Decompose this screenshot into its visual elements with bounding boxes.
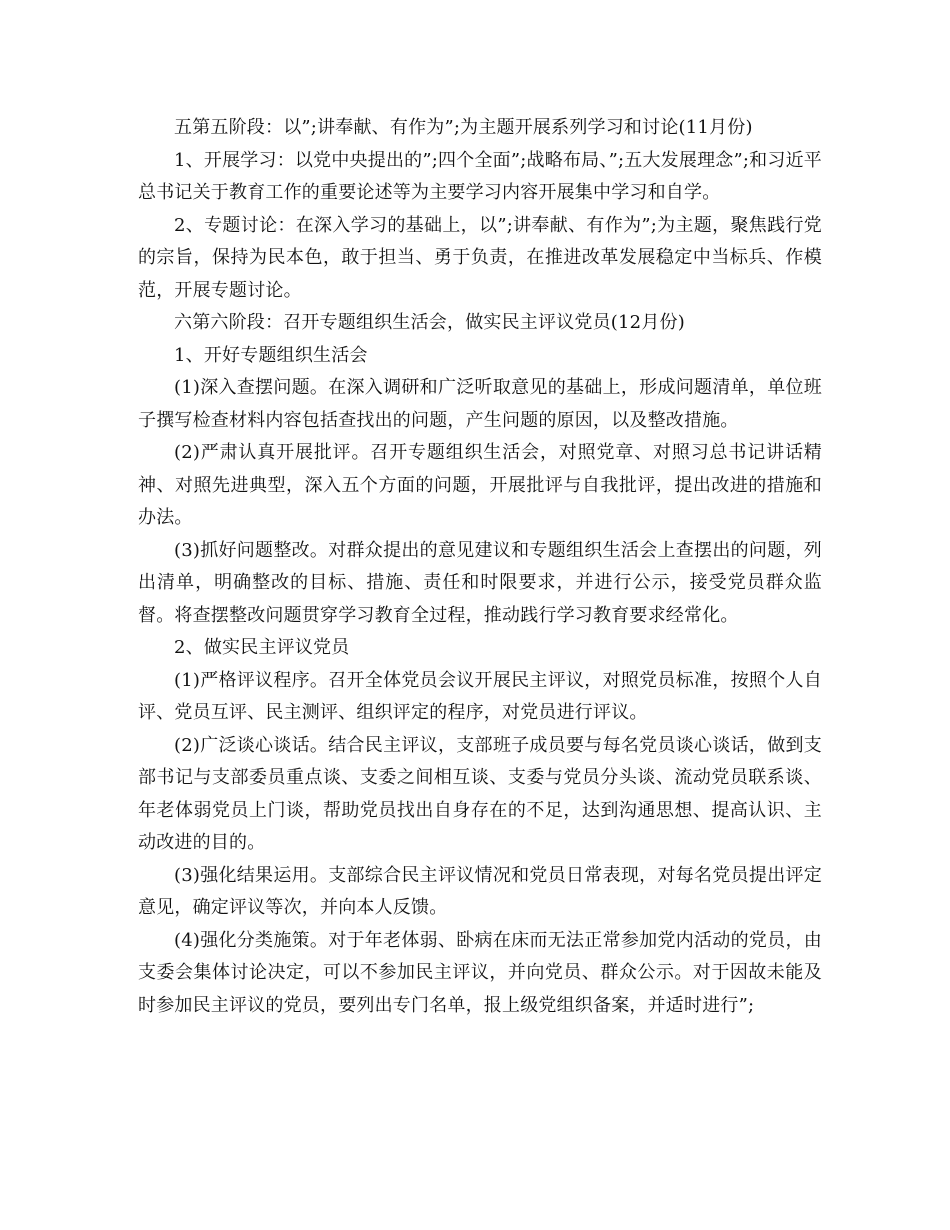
paragraph-democratic-review: 2、做实民主评议党员 xyxy=(174,637,350,658)
paragraph-review-procedure: (1)严格评议程序。召开全体党员会议开展民主评议，对照党员标准，按照个人自评、党员互评、民主测评、组织评定的程序，对党员进行评议。 xyxy=(138,669,822,723)
paragraph-organize-meeting: 1、开好专题组织生活会 xyxy=(174,344,368,366)
document-body xyxy=(138,112,822,1022)
paragraph-topic-discussion: 2、专题讨论：在深入学习的基础上，以”;讲奉献、有作为”;为主题，聚焦践行党的宗旨，保持为民本色，敢于担当、勇于负责，在推进改革发展稳定中当标兵、作模范，开展专题讨论。 xyxy=(138,214,822,301)
paragraph-heart-to-heart-talks: (2)广泛谈心谈话。结合民主评议，支部班子成员要与每名党员谈心谈话，做到支部书记与支部委员重点谈、支委之间相互谈、支委与党员分头谈、流动党员联系谈、年老体弱党员上门谈，帮助党员找出自身存在的不足，达到沟通思想、提高认识、主动改进的目的。 xyxy=(138,734,822,853)
paragraph-study: 1、开展学习：以党中央提出的”;四个全面”;战略布局、”;五大发展理念”;和习近平总书记关于教育工作的重要论述等为主要学习内容开展集中学习和自学。 xyxy=(138,149,822,203)
paragraph-result-application: (3)强化结果运用。支部综合民主评议情况和党员日常表现，对每名党员提出评定意见，确定评议等次，并向本人反馈。 xyxy=(138,864,822,918)
paragraph-stage-six-heading: 六第六阶段：召开专题组织生活会，做实民主评议党员(12月份) xyxy=(174,312,685,333)
paragraph-find-problems: (1)深入查摆问题。在深入调研和广泛听取意见的基础上，形成问题清单，单位班子撰写检查材料内容包括查找出的问题，产生问题的原因，以及整改措施。 xyxy=(138,377,822,431)
paragraph-classified-measures: (4)强化分类施策。对于年老体弱、卧病在床而无法正常参加党内活动的党员，由支委会集体讨论决定，可以不参加民主评议，并向党员、群众公示。对于因故未能及时参加民主评议的党员，要列出专门名单，报上级党组织备案，并适时进行”; xyxy=(138,929,822,1016)
paragraph-rectification: (3)抓好问题整改。对群众提出的意见建议和专题组织生活会上查摆出的问题，列出清单，明确整改的目标、措施、责任和时限要求，并进行公示，接受党员群众监督。将查摆整改问题贯穿学习教育全过程，推动践行学习教育要求经常化。 xyxy=(138,539,822,626)
paragraph-stage-five-heading: 五第五阶段：以”;讲奉献、有作为”;为主题开展系列学习和讨论(11月份) xyxy=(174,117,753,138)
paragraph-criticism: (2)严肃认真开展批评。召开专题组织生活会，对照党章、对照习总书记讲话精神、对照先进典型，深入五个方面的问题，开展批评与自我批评，提出改进的措施和办法。 xyxy=(138,442,822,528)
